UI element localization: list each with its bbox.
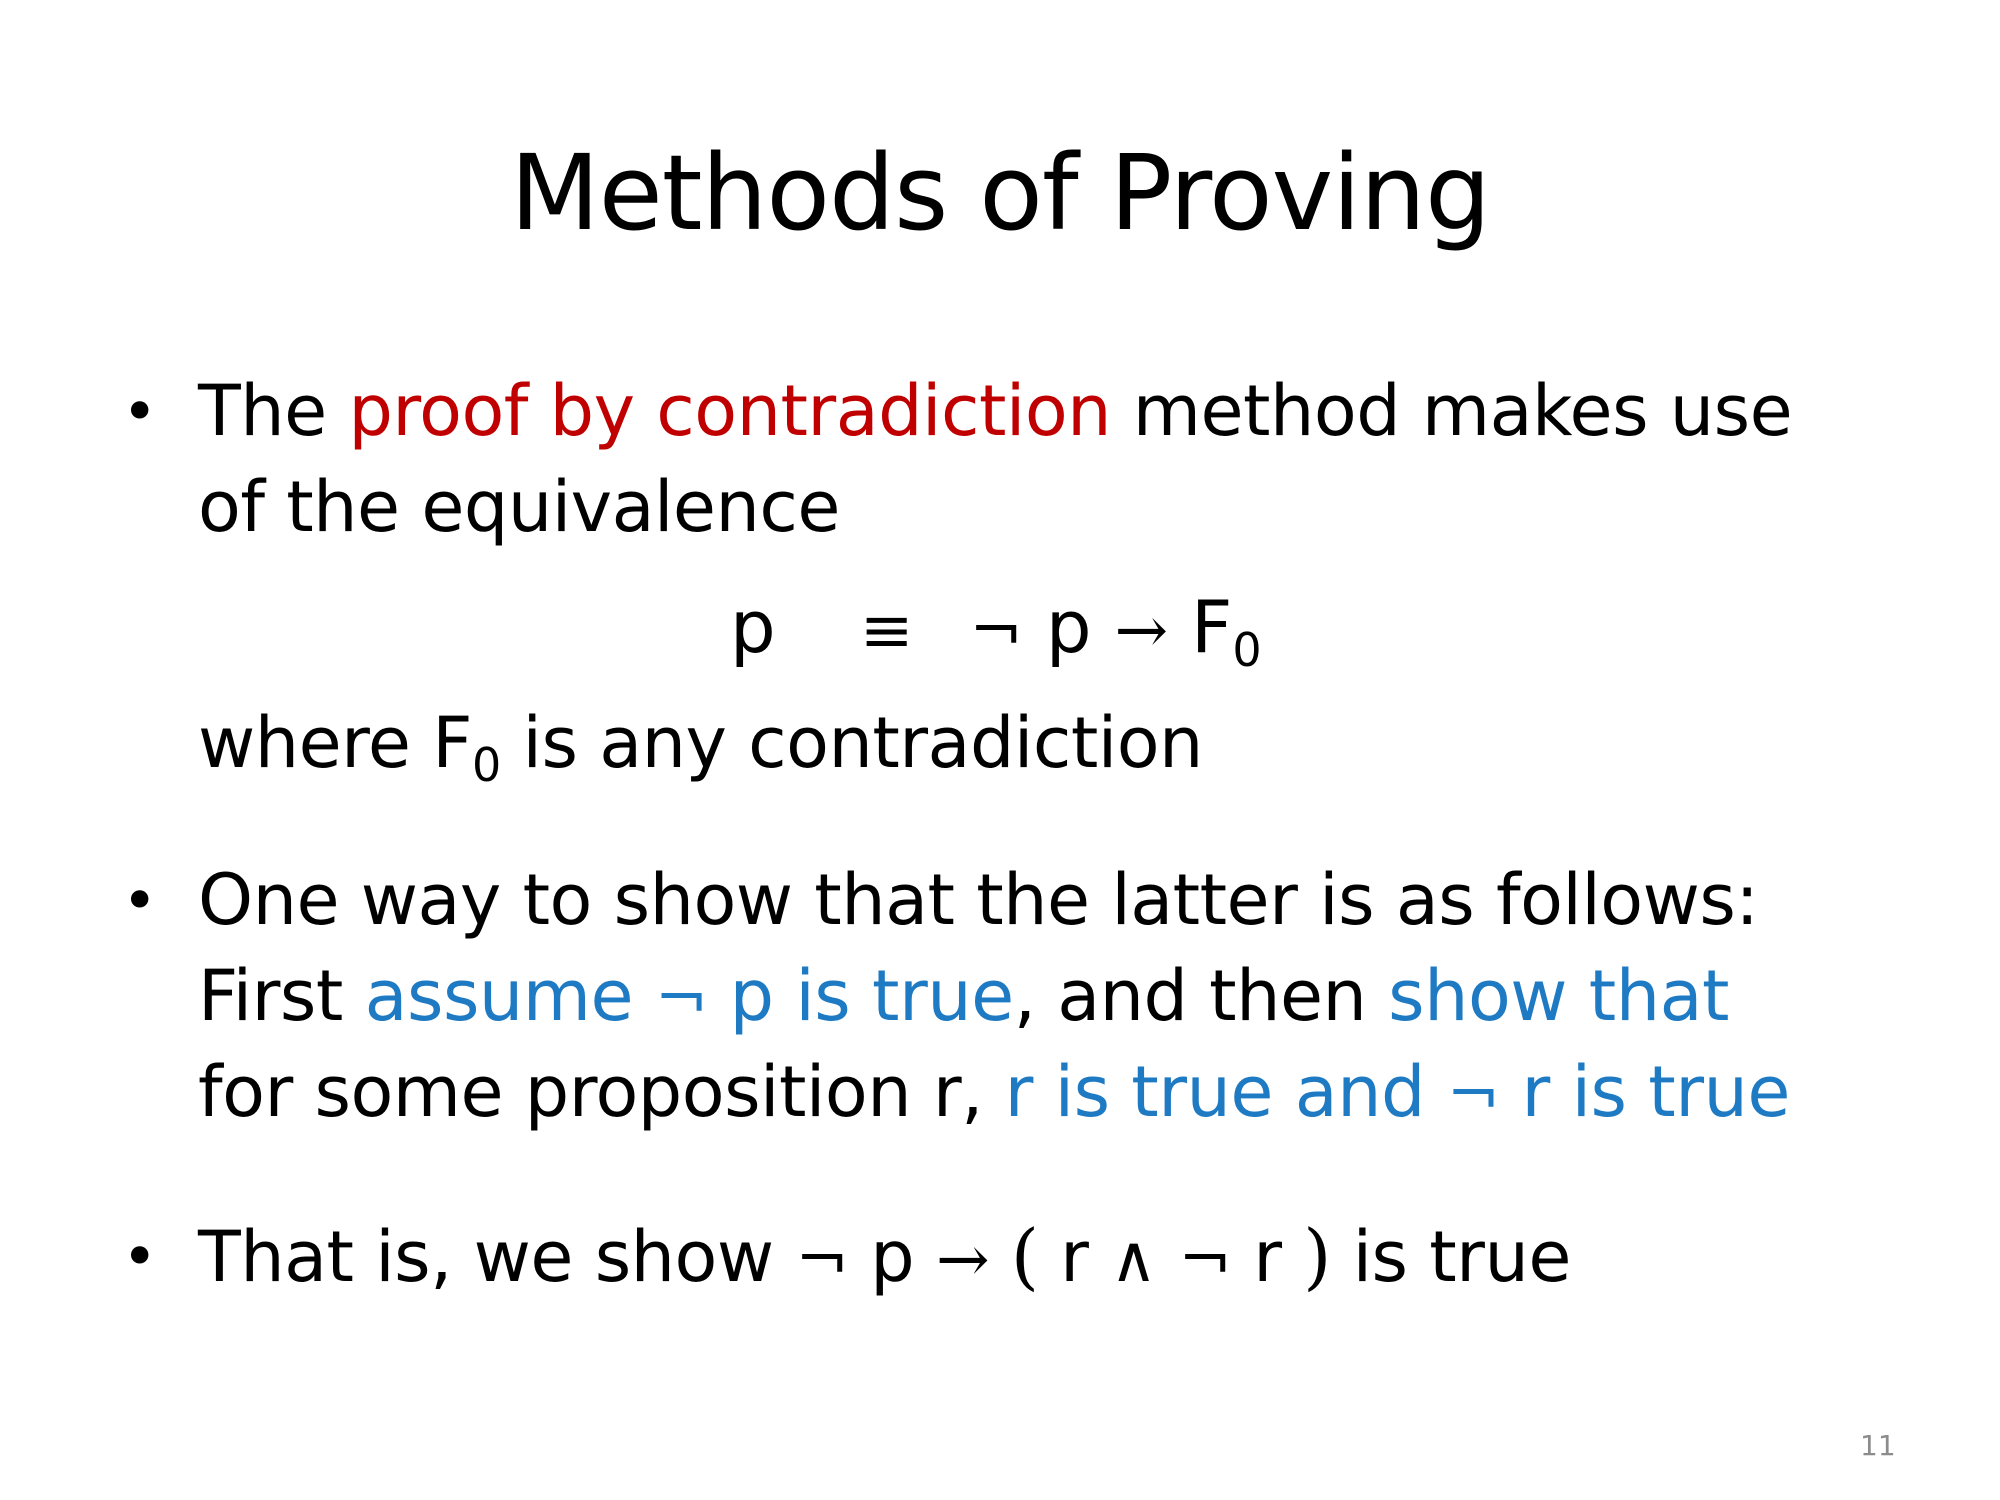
is-true-text: is true (1330, 1216, 1571, 1298)
conjunction-symbol: ∧ (1110, 1223, 1157, 1297)
formula-lhs: p (730, 585, 776, 669)
negation-symbol: ¬ (654, 962, 708, 1036)
contradiction-text: is any contradiction (500, 702, 1203, 784)
and-then-text: , and then (1013, 955, 1389, 1037)
r-text: r (1231, 1216, 1304, 1298)
slide-title: Methods of Proving (510, 132, 1490, 254)
equivalence-symbol: ≡ (859, 594, 914, 668)
bullet-1-text-b: method makes use (1111, 370, 1793, 452)
bullet-2-marker: • (122, 866, 158, 936)
where-f-subscript: 0 (472, 738, 501, 792)
not-r-is-true-highlight: r is true (1499, 1051, 1790, 1133)
bullet-1-line-2: of the equivalence (198, 466, 840, 548)
negation-symbol: ¬ (969, 594, 1023, 668)
equivalence-formula (730, 582, 1262, 676)
where-f-text: where F (198, 702, 473, 784)
bullet-2-line-1: One way to show that the latter is as follows: (198, 859, 1759, 941)
bullet-1-marker: • (122, 377, 158, 447)
first-text: First (198, 955, 365, 1037)
negation-symbol: ¬ (1446, 1058, 1500, 1132)
that-is-text: That is, we show (198, 1216, 796, 1298)
bullet-2-line-3 (198, 1047, 1790, 1140)
formula-f: F (1190, 585, 1233, 669)
proposition-text: for some proposition r, (198, 1051, 1005, 1133)
implication-arrow: → (1114, 594, 1169, 668)
bullet-1-line-4 (198, 698, 1203, 792)
bullet-2-line-2 (198, 951, 1729, 1044)
left-paren: ( (1010, 1214, 1039, 1298)
assume-highlight: assume (364, 955, 655, 1037)
negation-symbol: ¬ (795, 1223, 849, 1297)
negation-symbol: ¬ (1178, 1223, 1232, 1297)
proof-by-contradiction-highlight: proof by contradiction (348, 370, 1112, 452)
formula-p: p (1045, 585, 1092, 669)
page-number: 11 (1860, 1429, 1896, 1462)
bullet-1-text-a: The (198, 370, 349, 452)
p-text: p (848, 1216, 936, 1298)
bullet-3-marker: • (122, 1222, 158, 1292)
formula-f-subscript: 0 (1232, 623, 1262, 677)
r-text: r (1038, 1216, 1111, 1298)
p-is-true-highlight: p is true (707, 955, 1014, 1037)
implication-arrow: → (935, 1223, 990, 1297)
bullet-1-line-1 (198, 366, 1792, 456)
bullet-3-line-1 (198, 1211, 1571, 1305)
show-that-highlight: show that (1388, 955, 1729, 1037)
right-paren: ) (1303, 1214, 1331, 1298)
r-is-true-highlight: r is true and (1004, 1051, 1447, 1133)
